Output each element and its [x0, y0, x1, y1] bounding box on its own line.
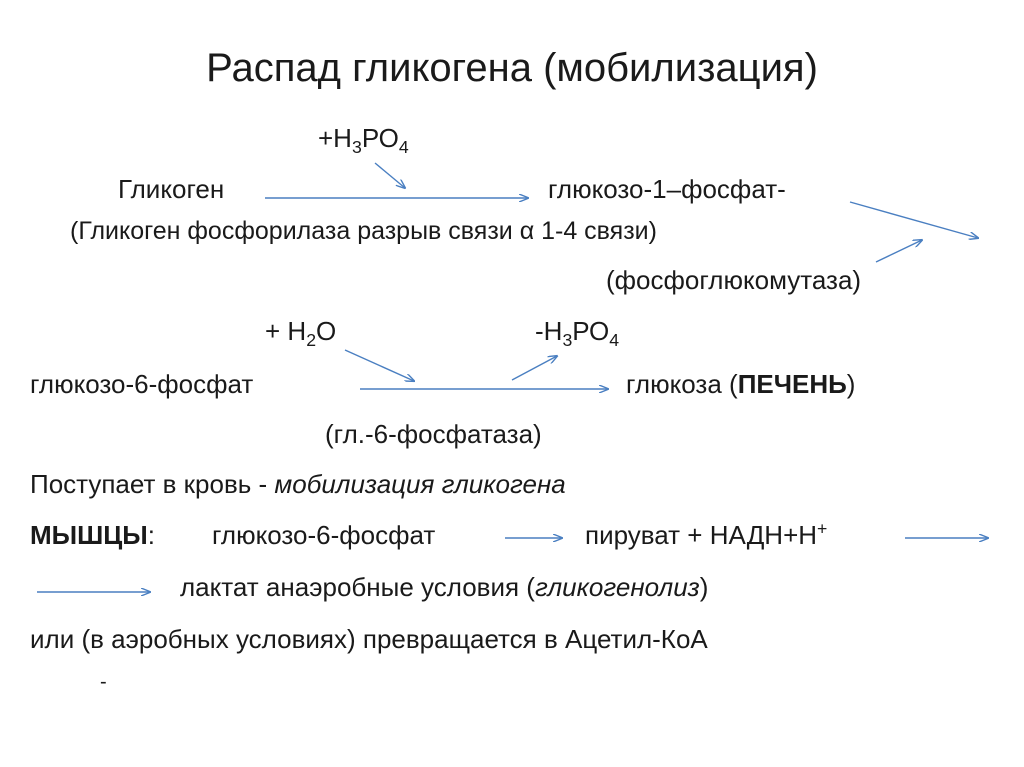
phosphate-input-arrow [375, 163, 405, 188]
mutase-back-arrow [876, 240, 922, 262]
glycogenolysis-label: гликогенолиз [534, 572, 700, 602]
mutase-out-arrow [850, 202, 978, 238]
lactate-line: лактат анаэробные условия (гликогенолиз) [180, 572, 709, 602]
page-title: Распад гликогена (мобилизация) [206, 46, 818, 90]
phosphate-output-arrow [512, 356, 557, 380]
glucose-1-phosphate-label: глюкозо-1–фосфат- [548, 174, 786, 204]
water-reagent: + $Н_2О$ [265, 316, 337, 351]
glycogen-phosphorylase-label: (Гликоген фосфорилаза разрыв связи α 1-4 связи) [70, 217, 657, 245]
glucose-6-phosphatase-label: (гл.-6-фосфатаза) [325, 419, 542, 449]
pyruvate-nadh-label: пируват + НАДН+Н+ [585, 518, 828, 550]
phosphoglucomutase-label: (фосфоглюкомутаза) [606, 265, 862, 295]
aerobic-line: или (в аэробных условиях) превращается в Ацетил-КоА [30, 624, 708, 654]
glucose-6-phosphate-label: глюкозо-6-фосфат [30, 369, 254, 399]
blood-entry-line: Поступает в кровь - мобилизация гликогена [30, 469, 566, 499]
trailing-dash: - [100, 671, 107, 693]
phosphate-removal-reagent: $-Н_3РО_4$ [535, 316, 620, 351]
glycogen-mobilization-label: мобилизация гликогена [274, 469, 566, 499]
muscle-label: МЫШЦЫ [30, 520, 148, 550]
water-input-arrow [345, 350, 414, 381]
glycogen-label: Гликоген [118, 174, 225, 204]
glucose-liver-label: глюкоза (ПЕЧЕНЬ) [626, 369, 856, 399]
phosphate-reagent: $+Н_3РО_4$ [318, 123, 409, 158]
liver-label: ПЕЧЕНЬ [737, 369, 847, 399]
muscle-glucose-6-phosphate-label: глюкозо-6-фосфат [212, 520, 436, 550]
muscle-line: МЫШЦЫ: [30, 520, 155, 550]
